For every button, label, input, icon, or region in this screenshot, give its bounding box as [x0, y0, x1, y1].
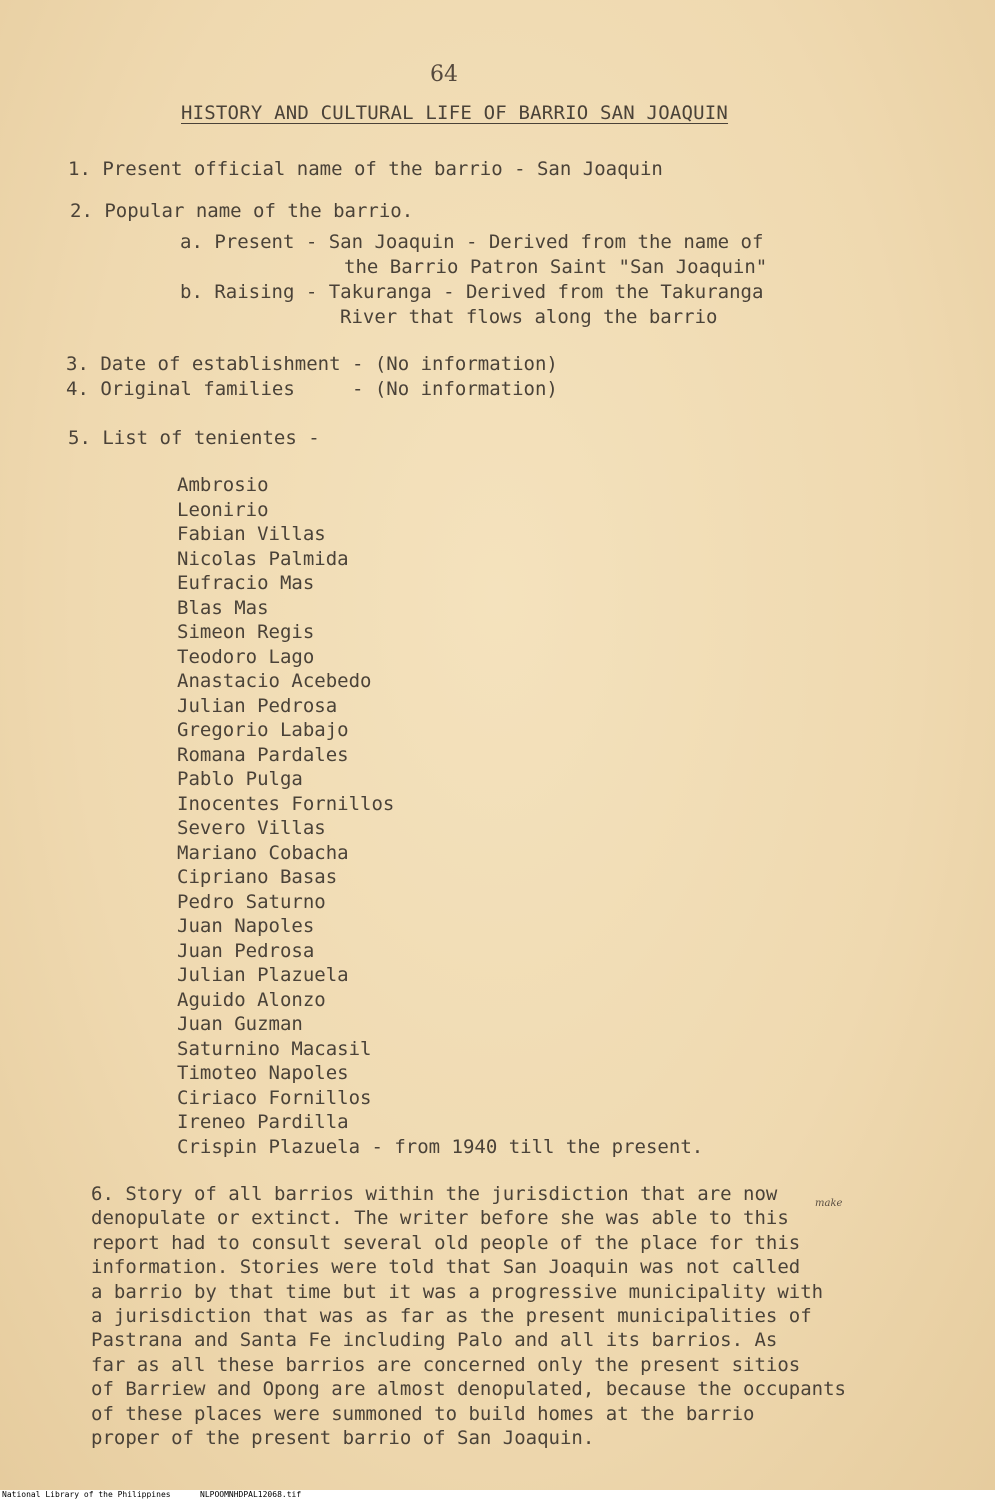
handwritten-insert: make — [815, 1198, 843, 1209]
paragraph-line: denopulate or extinct. The writer before she was able to this — [91, 1207, 789, 1230]
list-item: Leonirio — [177, 498, 269, 521]
list-item: Crispin Plazuela - from 1940 till the present. — [177, 1135, 704, 1158]
list-item: Juan Pedrosa — [177, 939, 315, 962]
list-item: Julian Plazuela — [177, 964, 349, 986]
list-item: Severo Villas — [177, 817, 326, 839]
paragraph-line: 6. Story of all barrios within the jurisdiction that are now — [91, 1183, 778, 1205]
list-item: Anastacio Acebedo — [177, 670, 372, 692]
item-2a-line-1: a. Present - San Joaquin - Derived from the name of — [180, 231, 764, 253]
list-item: Gregorio Labajo — [177, 719, 349, 741]
list-item: Pablo Pulga — [177, 768, 303, 790]
list-item: Nicolas Palmida — [177, 547, 349, 570]
paragraph-line: of Barriew and Opong are almost denopulated, because the occupants — [91, 1378, 846, 1401]
list-item: Julian Pedrosa — [177, 694, 338, 717]
list-item: Ireneo Pardilla — [177, 1111, 349, 1133]
list-item: Romana Pardales — [177, 743, 349, 766]
paragraph-line: of these places were summoned to build homes at the barrio — [91, 1402, 755, 1425]
item-2a-line-2: the Barrio Patron Saint "San Joaquin" — [344, 256, 768, 278]
list-item: Juan Guzman — [177, 1013, 303, 1035]
list-item: Mariano Cobacha — [177, 841, 349, 864]
list-item: Juan Napoles — [177, 915, 315, 937]
list-item: Eufracio Mas — [177, 572, 315, 594]
paragraph-line: information. Stories were told that San Joaquin was not called — [91, 1256, 801, 1279]
list-item: Teodoro Lago — [177, 645, 315, 668]
list-item: Saturnino Macasil — [177, 1037, 372, 1060]
list-item: Ciriaco Fornillos — [177, 1086, 372, 1109]
paragraph-line: a barrio by that time but it was a progressive municipality with — [91, 1280, 824, 1303]
footer-library: National Library of the Philippines — [2, 1490, 171, 1499]
page-number: 64 — [430, 62, 458, 87]
footer-filename: NLPOOMNHDPAL12068.tif — [200, 1490, 302, 1499]
tenientes-list — [177, 473, 703, 1159]
paragraph-line: far as all these barrios are concerned only the present sitios — [91, 1353, 801, 1376]
list-item: Simeon Regis — [177, 621, 315, 643]
list-item: Timoteo Napoles — [177, 1062, 349, 1084]
item-1-official-name: 1. Present official name of the barrio - San Joaquin — [68, 158, 663, 180]
list-item: Fabian Villas — [177, 523, 326, 545]
list-item: Inocentes Fornillos — [177, 792, 395, 815]
list-item: Aguido Alonzo — [177, 988, 326, 1011]
paragraph-line: a jurisdiction that was as far as the present municipalities of — [91, 1305, 812, 1328]
list-item: Blas Mas — [177, 596, 269, 619]
list-item: Cipriano Basas — [177, 866, 338, 888]
scan-footer — [0, 1490, 995, 1500]
paragraph-line: proper of the present barrio of San Joaquin. — [91, 1427, 595, 1450]
item-3-date-established: 3. Date of establishment - (No information) — [66, 353, 558, 375]
paragraph-line: Pastrana and Santa Fe including Palo and all its barrios. As — [91, 1329, 778, 1352]
item-2b-line-1: b. Raising - Takuranga - Derived from the Takuranga — [180, 281, 764, 303]
item-6-story-paragraph — [91, 1182, 941, 1450]
item-2b-line-2: River that flows along the barrio — [340, 306, 718, 328]
document-title: HISTORY AND CULTURAL LIFE OF BARRIO SAN JOAQUIN — [181, 102, 729, 124]
item-5-tenientes-heading: 5. List of tenientes - — [68, 427, 320, 449]
item-2-popular-name: 2. Popular name of the barrio. — [70, 200, 414, 222]
item-4-original-families: 4. Original families - (No information) — [66, 378, 558, 400]
paragraph-line: report had to consult several old people of the place for this — [91, 1231, 801, 1254]
list-item: Ambrosio — [177, 474, 269, 496]
list-item: Pedro Saturno — [177, 890, 326, 913]
